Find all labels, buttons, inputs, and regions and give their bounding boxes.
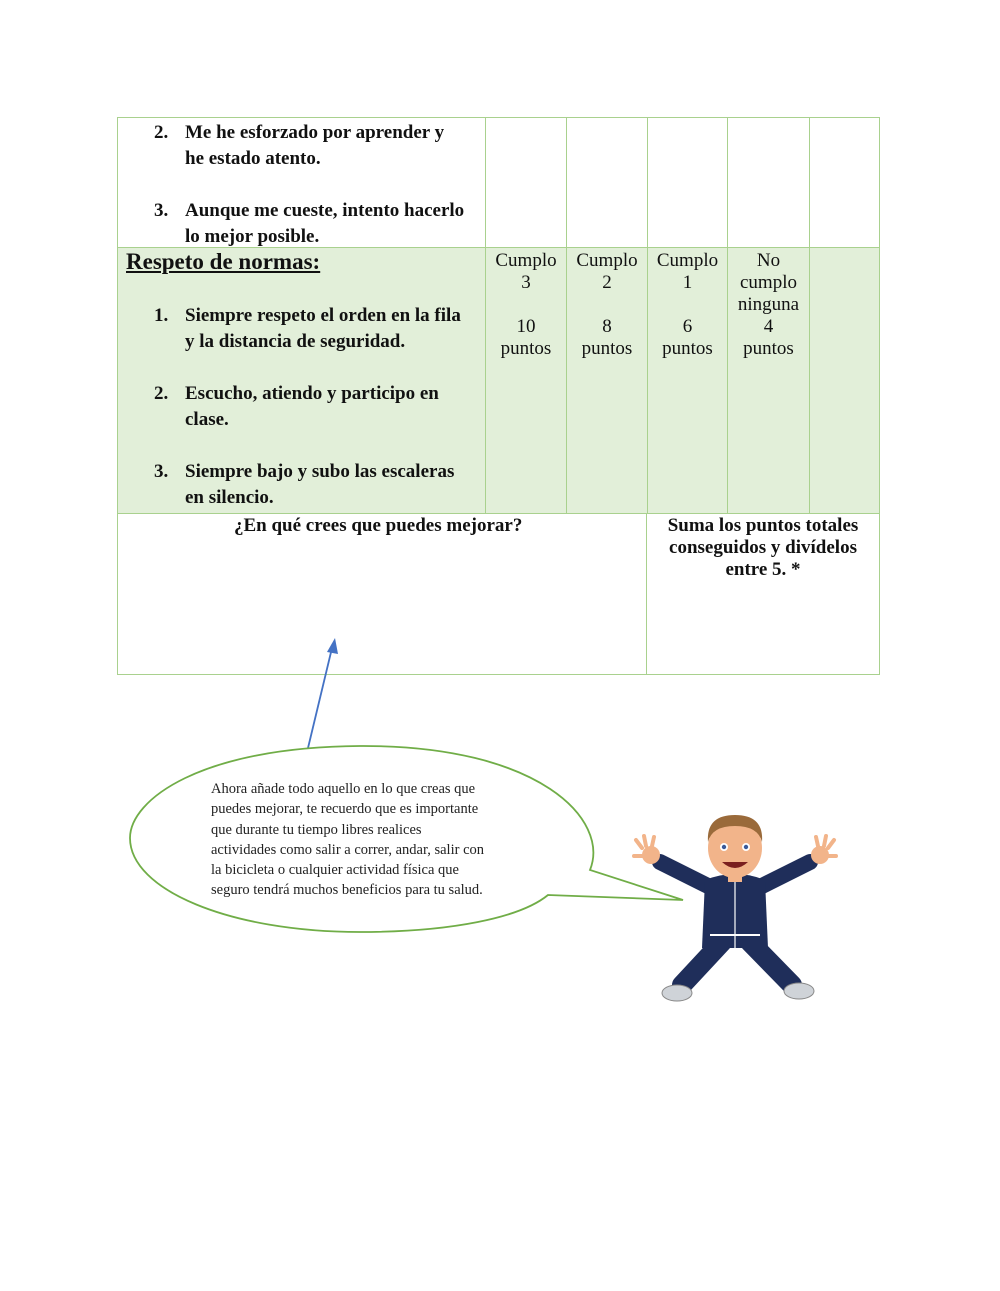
score-label: 2 <box>602 272 612 293</box>
bubble-line: seguro tendrá muchos beneficios para tu salud. <box>211 882 483 899</box>
improvement-question: ¿En qué crees que puedes mejorar? <box>234 515 523 536</box>
score-label: puntos <box>662 338 713 359</box>
list-number: 2. <box>154 383 169 404</box>
list-number: 1. <box>154 305 169 326</box>
score-label: Cumplo <box>576 250 638 271</box>
score-label: cumplo <box>740 272 797 293</box>
speech-bubble-text <box>211 779 516 901</box>
bubble-line: puedes mejorar, te recuerdo que es importante <box>211 801 479 818</box>
score-label: ninguna <box>737 294 800 315</box>
score-points: 8 <box>602 316 612 337</box>
list-number: 3. <box>154 200 169 221</box>
pointer-arrow-icon <box>308 638 338 748</box>
criterion-line: Aunque me cueste, intento hacerlo <box>185 200 465 221</box>
bubble-line: actividades como salir a correr, andar, salir con <box>211 841 485 858</box>
criterion-line: en silencio. <box>185 487 274 508</box>
score-label: puntos <box>500 338 552 359</box>
score-label: puntos <box>743 338 794 359</box>
bubble-line: que durante tu tiempo libres realices <box>211 821 422 838</box>
score-points: 4 <box>763 316 774 337</box>
sum-line: Suma los puntos totales <box>667 515 859 536</box>
score-label: No <box>756 250 781 271</box>
criterion-line: lo mejor posible. <box>185 226 320 247</box>
list-number: 3. <box>154 461 169 482</box>
criterion-line: Escucho, atiendo y participo en <box>185 383 439 404</box>
sum-line: conseguidos y divídelos <box>669 537 857 558</box>
score-label: Cumplo <box>495 250 557 271</box>
score-label: puntos <box>581 338 633 359</box>
sum-line: entre 5. * <box>725 559 801 580</box>
criterion-line: he estado atento. <box>185 148 321 169</box>
character-avatar-icon <box>634 815 836 1001</box>
bubble-line: la bicicleta o cualquier actividad física que <box>211 862 459 879</box>
score-points: 6 <box>682 316 693 337</box>
criterion-line: Siempre respeto el orden en la fila <box>185 305 461 326</box>
criterion-line: Me he esforzado por aprender y <box>185 122 445 143</box>
score-label: 1 <box>682 272 693 293</box>
criterion-line: y la distancia de seguridad. <box>185 331 406 352</box>
criterion-line: Siempre bajo y subo las escaleras <box>185 461 455 482</box>
score-points: 10 <box>516 316 536 337</box>
list-number: 2. <box>154 122 169 143</box>
score-label: Cumplo <box>656 250 719 271</box>
score-label: 3 <box>521 272 531 293</box>
bubble-line: Ahora añade todo aquello en lo que creas que <box>211 781 476 797</box>
criterion-line: clase. <box>185 409 229 430</box>
section-title: Respeto de normas: <box>126 249 321 274</box>
